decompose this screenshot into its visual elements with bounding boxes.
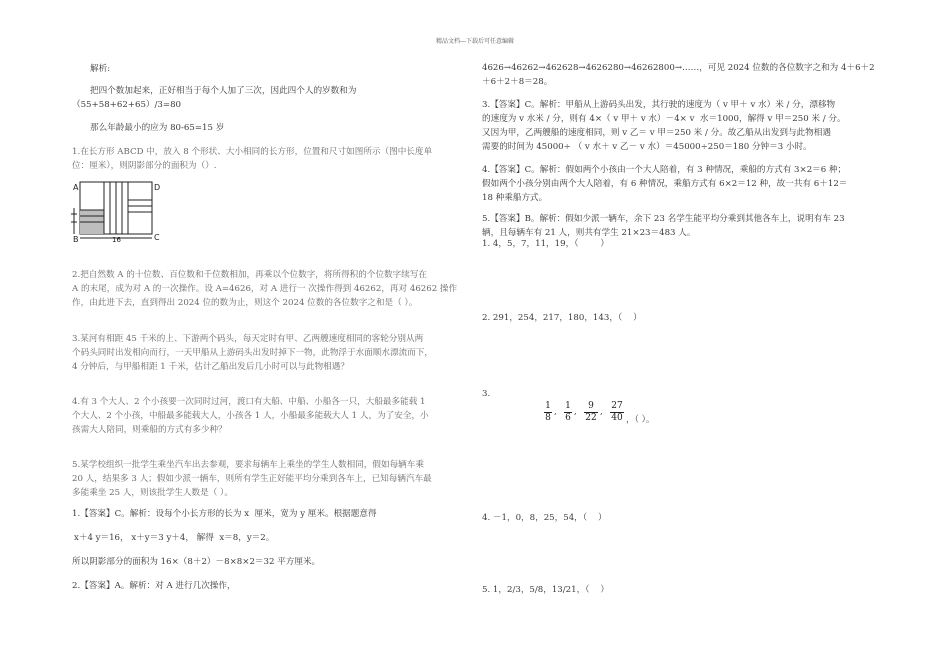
analysis-line-2: （55+58+62+65）/3=80 <box>72 100 182 110</box>
figure-label-a: A <box>73 183 79 192</box>
question-4-line-3: 孩需大人陪同，则乘船的方式有多少种？ <box>72 425 227 435</box>
question-5-line-1: 5.某学校组织一批学生乘坐汽车出去参观，要求每辆车上乘坐的学生人数相同，假如每辆车乘 <box>72 460 424 470</box>
answer-3-line-1: 3.【答案】C。解析：甲船从上游码头出发，其行驶的速度为（ v 甲＋ v 水）米 / 分，漂移物 <box>482 100 836 110</box>
question-1-line-1: 1.在长方形 ABCD 中，放入 8 个形状、大小相同的长方形，位置和尺寸如图所示（图中长度单 <box>72 147 433 157</box>
page-header: 精品文档---下载后可任意编辑 <box>435 38 515 45</box>
answer-2-cont-line-2: ＋6＋2＋8＝28。 <box>482 77 553 87</box>
answer-2: 2.【答案】A。解析：对 A 进行几次操作， <box>72 581 236 591</box>
fraction-3 <box>583 401 599 424</box>
figure-label-d: D <box>154 183 161 192</box>
answer-1-equation: x＋4 y＝16， x＋y＝3 y＋4， 解得 x＝8，y＝2。 <box>74 533 275 543</box>
analysis-label: 解析: <box>90 64 111 74</box>
fraction-sep-1: , <box>554 407 557 417</box>
question-3-line-1: 3.某河有相距 45 千米的上、下游两个码头，每天定时有甲、乙两艘速度相同的客轮分别从两 <box>72 334 424 344</box>
fraction-4 <box>609 401 625 424</box>
fraction-1 <box>543 401 553 424</box>
figure-length-label: 16 <box>112 236 121 244</box>
fraction-sep-2: , <box>574 407 577 417</box>
answer-4-line-2: 假如两个小孩分别由两个大人陪着，有 6 种情况，乘船方式有 6×2＝12 种，故一共有 6＋12＝ <box>482 179 848 189</box>
answer-2-cont-line-1: 4626→46262→462628→4626280→46262800→……，可见 2024 位数的各位数字之和为 4＋6＋2 <box>482 63 875 73</box>
fraction-4-numerator: 27 <box>611 401 623 411</box>
sequence-question-5: 5. 1，2/3，5/8，13/21，（ ） <box>482 585 610 595</box>
answer-1: 1.【答案】C。解析：设每个小长方形的长为 x 厘米，宽为 y 厘米。根据题意得 <box>72 509 377 519</box>
fraction-1-denominator: 8 <box>545 413 551 423</box>
answer-3-line-4: 需要的时间为 45000÷ （ v 水＋ v 乙－ v 水）＝45000÷250＝180 分钟＝3 小时。 <box>482 142 812 152</box>
fraction-3-denominator: 22 <box>585 413 597 423</box>
fraction-4-denominator: 40 <box>611 413 623 423</box>
sequence-question-2: 2. 291，254，217，180，143，（ ） <box>482 313 642 323</box>
question-5-line-3: 多能乘坐 25 人，则该批学生人数是（ ）。 <box>72 488 233 498</box>
figure-label-c: C <box>154 233 160 242</box>
question-4-line-2: 个大人、2 个小孩，中船最多能载大人，小孩各 1 人，小船最多能载大人 1 人，为了安全，小 <box>72 411 429 421</box>
fraction-1-numerator: 1 <box>545 401 551 411</box>
fraction-3-numerator: 9 <box>588 401 594 411</box>
answer-1-result: 所以阴影部分的面积为 16×（8＋2）－8×8×2＝32 平方厘米。 <box>72 557 321 567</box>
answer-4-line-3: 18 种乘船方式。 <box>482 193 548 203</box>
sequence-question-3: 3. <box>482 389 491 399</box>
fraction-2-numerator: 1 <box>565 401 571 411</box>
answer-3-line-3: 又因为甲，乙两艘船的速度相同，则 v 乙＝ v 甲＝250 米 / 分。故乙船从出发到与此物相遇 <box>482 128 831 138</box>
question-2-line-3: 作，由此进下去，直到得出 2024 位的数为止，则这个 2024 位数的各位数字之和是（ ）。 <box>72 298 418 308</box>
fraction-2 <box>563 401 573 424</box>
question-1-line-2: 位：厘米），则阴影部分的面积为（）. <box>72 161 217 171</box>
answer-4-line-1: 4.【答案】C。解析：假如两个小孩由一个大人陪着，有 3 种情况，乘船的方式有 3×2＝6 种； <box>482 165 847 175</box>
answer-5-line-1: 5.【答案】B。解析：假如少派一辆车，余下 23 名学生能平均分乘到其他各车上，说明有车 23 <box>482 214 845 224</box>
fraction-sep-3: , <box>600 407 603 417</box>
question-2-line-2: A 的末尾，成为对 A 的一次操作。设 A=4626，对 A 进行一 次操作得到 46262，再对 46262 操作 <box>72 284 458 294</box>
sequence-question-4: 4. －1，0，8，25，54，（ ） <box>482 513 607 523</box>
analysis-line-3: 那么年龄最小的应为 80-65=15 岁 <box>90 123 225 133</box>
question-3-line-2: 个码头同时出发相向而行，一天甲船从上游码头出发时掉下一物，此物浮于水面顺水漂流而下， <box>72 348 433 358</box>
fraction-2-denominator: 6 <box>565 413 571 423</box>
sequence-question-3-tail: ，（ ）。 <box>626 415 655 425</box>
answer-5-line-2: 辆，且每辆车有 21 人，则共有学生 21×23＝483 人。 <box>482 228 696 238</box>
question-3-line-3: 4 分钟后，与甲船相距 1 千米，估计乙船出发后几小时可以与此物相遇？ <box>72 362 349 372</box>
rectangle-figure <box>70 178 170 244</box>
figure-label-b: B <box>73 235 79 244</box>
question-4-line-1: 4.有 3 个大人、2 个小孩要一次同时过河，渡口有大船、中船、小船各一只，大船最多能载 1 <box>72 397 426 407</box>
sequence-question-1: 1. 4，5，7，11，19，（ ） <box>482 239 609 249</box>
question-2-line-1: 2.把自然数 A 的十位数、百位数和千位数相加，再乘以个位数字，将所得积的个位数字续写在 <box>72 270 428 280</box>
answer-3-line-2: 的速度为 v 水米 / 分，则有 4×（ v 甲＋ v 水）－4× v 水＝1000，解得 v 甲＝250 米 / 分。 <box>482 114 846 124</box>
analysis-line-1: 把四个数加起来，正好相当于每个人加了三次，因此四个人的岁数和为 <box>90 86 357 96</box>
question-5-line-2: 20 人，结果多 3 人；假如少派一辆车，则所有学生正好能平均分乘到各车上，已知每辆汽车最 <box>72 474 432 484</box>
